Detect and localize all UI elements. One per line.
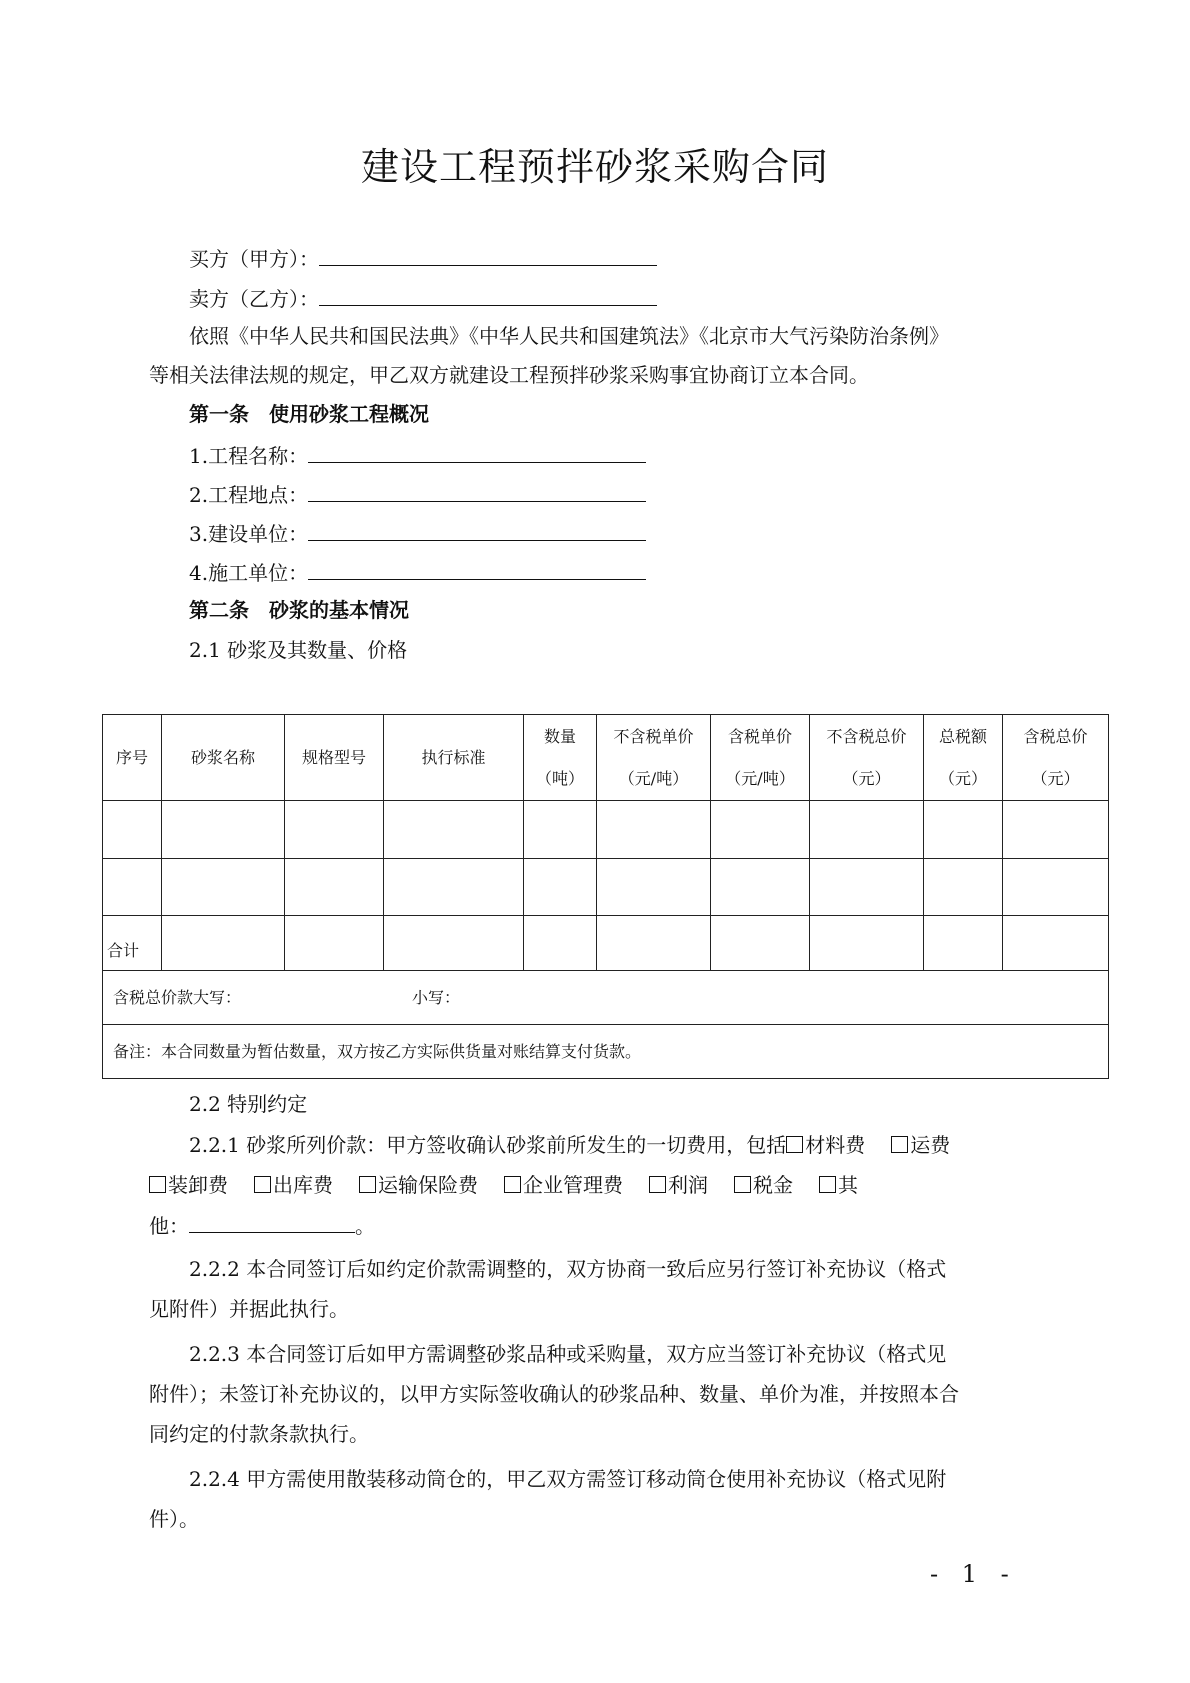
table-cell[interactable] xyxy=(524,801,597,859)
checkbox-profit[interactable] xyxy=(649,1176,666,1193)
table-cell[interactable] xyxy=(597,859,711,916)
project-location-blank[interactable] xyxy=(308,479,646,502)
project-name-label: 1.工程名称： xyxy=(189,444,309,468)
table-cell[interactable] xyxy=(1003,916,1109,971)
construction-unit-blank[interactable] xyxy=(308,518,646,541)
table-cell[interactable] xyxy=(103,859,162,916)
table-cell[interactable] xyxy=(285,801,384,859)
special-terms-heading: 2.2 特别约定 xyxy=(189,1092,308,1116)
checkbox-freight[interactable] xyxy=(891,1136,908,1153)
buyer-blank[interactable] xyxy=(319,243,657,266)
other-blank[interactable] xyxy=(189,1210,355,1233)
article-1-heading: 第一条 使用砂浆工程概况 xyxy=(189,402,429,426)
remark-cell: 备注：本合同数量为暂估数量，双方按乙方实际供货量对账结算支付货款。 xyxy=(103,1025,1109,1079)
table-cell[interactable] xyxy=(810,801,924,859)
option-outbound-fee: 出库费 xyxy=(273,1173,333,1197)
header-cell: 含税总价 （元） xyxy=(1003,715,1109,801)
table-cell[interactable] xyxy=(924,916,1003,971)
amount-lower-label: 小写： xyxy=(412,987,461,1007)
checkbox-other[interactable] xyxy=(819,1176,836,1193)
table-cell[interactable] xyxy=(384,859,524,916)
header-cell: 执行标准 xyxy=(384,715,524,801)
construction-unit-line xyxy=(189,518,646,548)
project-location-label: 2.工程地点： xyxy=(189,483,309,507)
total-label: 合计 xyxy=(103,916,162,971)
header-cell: 数量 （吨） xyxy=(524,715,597,801)
option-transport-insurance: 运输保险费 xyxy=(378,1173,478,1197)
option-profit: 利润 xyxy=(668,1173,708,1197)
article-2-heading: 第二条 砂浆的基本情况 xyxy=(189,598,409,622)
other-label: 他： xyxy=(149,1214,189,1238)
project-name-blank[interactable] xyxy=(308,440,646,463)
project-name-line xyxy=(189,440,646,470)
clause-2-2-3-line-2: 附件）；未签订补充协议的，以甲方实际签收确认的砂浆品种、数量、单价为准，并按照本合 xyxy=(149,1382,959,1406)
table-cell[interactable] xyxy=(924,801,1003,859)
clause-2-2-2-line-1: 2.2.2 本合同签订后如约定价款需调整的，双方协商一致后应另行签订补充协议（格式 xyxy=(189,1257,947,1281)
table-cell[interactable] xyxy=(162,801,285,859)
seller-label: 卖方（乙方）： xyxy=(189,287,319,311)
table-header-row xyxy=(103,715,1109,801)
checkbox-handling-fee[interactable] xyxy=(149,1176,166,1193)
amount-cell[interactable] xyxy=(103,971,1109,1025)
option-tax: 税金 xyxy=(753,1173,793,1197)
option-other: 其 xyxy=(838,1173,858,1197)
clause-2-2-1-prefix: 2.2.1 砂浆所列价款：甲方签收确认砂浆前所发生的一切费用，包括 xyxy=(189,1133,787,1157)
table-cell[interactable] xyxy=(711,916,810,971)
contractor-blank[interactable] xyxy=(308,557,646,580)
seller-blank[interactable] xyxy=(319,283,657,306)
contractor-line xyxy=(189,557,646,587)
intro-line-1: 依照《中华人民共和国民法典》《中华人民共和国建筑法》《北京市大气污染防治条例》 xyxy=(189,324,949,348)
option-material-fee: 材料费 xyxy=(805,1133,866,1157)
seller-line xyxy=(189,283,657,313)
clause-2-2-4-line-2: 件）。 xyxy=(149,1507,199,1531)
table-cell[interactable] xyxy=(524,859,597,916)
header-cell: 序号 xyxy=(103,715,162,801)
table-cell[interactable] xyxy=(162,859,285,916)
buyer-line xyxy=(189,243,657,273)
clause-2-2-1-line-1 xyxy=(189,1131,950,1159)
table-cell[interactable] xyxy=(597,916,711,971)
header-cell: 含税单价 （元/吨） xyxy=(711,715,810,801)
buyer-label: 买方（甲方）： xyxy=(189,247,319,271)
contractor-label: 4.施工单位： xyxy=(189,561,309,585)
table-cell[interactable] xyxy=(597,801,711,859)
header-cell: 总税额 （元） xyxy=(924,715,1003,801)
table-cell[interactable] xyxy=(810,916,924,971)
table-cell[interactable] xyxy=(524,916,597,971)
header-cell: 不含税单价 （元/吨） xyxy=(597,715,711,801)
mortar-price-table xyxy=(102,714,1109,1079)
clause-2-2-3-line-3: 同约定的付款条款执行。 xyxy=(149,1422,369,1446)
checkbox-outbound-fee[interactable] xyxy=(254,1176,271,1193)
table-cell[interactable] xyxy=(103,801,162,859)
table-row xyxy=(103,859,1109,916)
clause-2-2-2-line-2: 见附件）并据此执行。 xyxy=(149,1297,349,1321)
table-cell[interactable] xyxy=(285,916,384,971)
table-cell[interactable] xyxy=(711,859,810,916)
page-number: - 1 - xyxy=(930,1560,1017,1588)
project-location-line xyxy=(189,479,646,509)
header-cell: 砂浆名称 xyxy=(162,715,285,801)
table-total-row xyxy=(103,916,1109,971)
option-handling-fee: 装卸费 xyxy=(168,1173,228,1197)
table-cell[interactable] xyxy=(384,916,524,971)
table-cell[interactable] xyxy=(1003,801,1109,859)
table-cell[interactable] xyxy=(924,859,1003,916)
amount-row xyxy=(103,971,1109,1025)
checkbox-transport-insurance[interactable] xyxy=(359,1176,376,1193)
clause-2-2-1-line-3 xyxy=(149,1210,375,1240)
table-cell[interactable] xyxy=(810,859,924,916)
document-title: 建设工程预拌砂浆采购合同 xyxy=(360,145,829,189)
table-cell[interactable] xyxy=(1003,859,1109,916)
checkbox-material-fee[interactable] xyxy=(786,1136,803,1153)
other-end: 。 xyxy=(355,1214,375,1238)
table-cell[interactable] xyxy=(711,801,810,859)
construction-unit-label: 3.建设单位： xyxy=(189,522,309,546)
checkbox-management-fee[interactable] xyxy=(504,1176,521,1193)
table-cell[interactable] xyxy=(162,916,285,971)
header-cell: 不含税总价 （元） xyxy=(810,715,924,801)
intro-line-2: 等相关法律法规的规定，甲乙双方就建设工程预拌砂浆采购事宜协商订立本合同。 xyxy=(149,363,869,387)
option-freight: 运费 xyxy=(910,1133,951,1157)
table-row xyxy=(103,801,1109,859)
remark-row xyxy=(103,1025,1109,1079)
article-2-1-heading: 2.1 砂浆及其数量、价格 xyxy=(189,638,408,662)
table-cell[interactable] xyxy=(285,859,384,916)
clause-2-2-1-line-2 xyxy=(149,1171,858,1199)
table-cell[interactable] xyxy=(384,801,524,859)
header-cell: 规格型号 xyxy=(285,715,384,801)
clause-2-2-4-line-1: 2.2.4 甲方需使用散装移动筒仓的，甲乙双方需签订移动筒仓使用补充协议（格式见附 xyxy=(189,1467,947,1491)
clause-2-2-3-line-1: 2.2.3 本合同签订后如甲方需调整砂浆品种或采购量，双方应当签订补充协议（格式见 xyxy=(189,1342,947,1366)
amount-upper-label: 含税总价款大写： xyxy=(113,987,242,1007)
option-management-fee: 企业管理费 xyxy=(523,1173,623,1197)
checkbox-tax[interactable] xyxy=(734,1176,751,1193)
